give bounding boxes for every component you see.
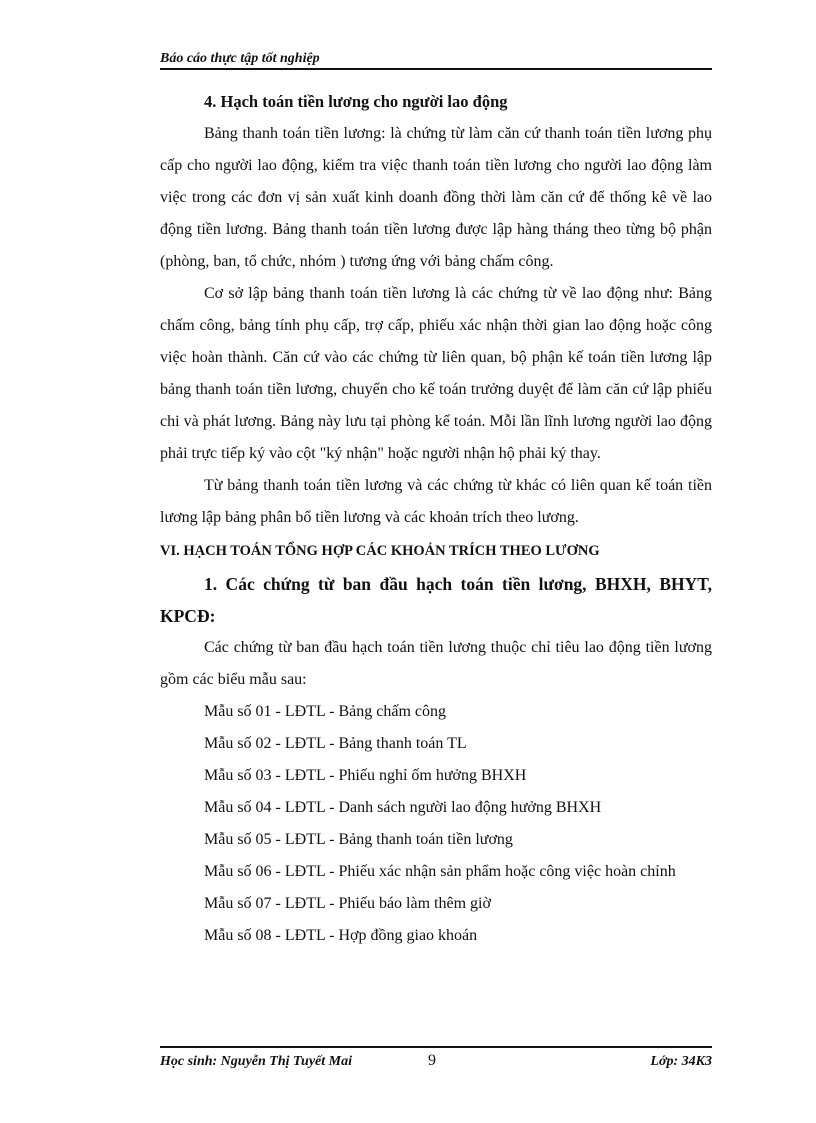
heading-initial-documents: 1. Các chứng từ ban đầu hạch toán tiền lương, BHXH, BHYT, KPCĐ: [160,574,712,626]
page-footer [160,1046,712,1074]
form-item: Mẫu số 07 - LĐTL - Phiếu báo làm thêm giờ [204,895,491,912]
page-content [160,86,712,952]
form-item: Mẫu số 05 - LĐTL - Bảng thanh toán tiền lương [204,831,513,848]
form-item: Mẫu số 01 - LĐTL - Bảng chấm công [204,703,447,720]
page-number: 9 [428,1052,436,1069]
form-item: Mẫu số 04 - LĐTL - Danh sách người lao động hưởng BHXH [204,799,602,816]
footer-student-name: Học sinh: Nguyễn Thị Tuyết Mai [160,1054,352,1069]
form-item: Mẫu số 06 - LĐTL - Phiếu xác nhận sản phẩm hoặc công việc hoàn chỉnh [204,863,676,880]
paragraph-forms-intro: Các chứng từ ban đầu hạch toán tiền lương thuộc chỉ tiêu lao động tiền lương gồm các biểu mẫu sau: [160,639,712,688]
form-item: Mẫu số 03 - LĐTL - Phiếu nghỉ ốm hưởng BHXH [204,767,527,784]
heading-section-4: 4. Hạch toán tiền lương cho người lao động [204,92,508,111]
page-header [160,46,712,70]
footer-class-name: Lớp: 34K3 [650,1054,712,1069]
paragraph-salary-sheet: Bảng thanh toán tiền lương: là chứng từ làm căn cứ thanh toán tiền lương phụ cấp cho người lao động, kiểm tra việc thanh toán tiền lương cho người lao động làm việc trong các đơn vị sản xuất kinh doanh đồng thời làm căn cứ để thống kê về lao động tiền lương. Bảng thanh toán tiền lương được lập hàng tháng theo từng bộ phận (phòng, ban, tổ chức, nhóm ) tương ứng với bảng chấm công. [160,125,712,270]
paragraph-basis: Cơ sở lập bảng thanh toán tiền lương là các chứng từ về lao động như: Bảng chấm công, bảng tính phụ cấp, trợ cấp, phiếu xác nhận thời gian lao động hoặc công việc hoàn thành. Căn cứ vào các chứng từ liên quan, bộ phận kế toán tiền lương lập bảng thanh toán tiền lương, chuyển cho kế toán trưởng duyệt để làm căn cứ lập phiếu chi và phát lương. Bảng này lưu tại phòng kế toán. Mỗi lần lĩnh lương người lao động phải trực tiếp ký vào cột "ký nhận" hoặc người nhận hộ phải ký thay. [160,285,712,462]
heading-section-vi: VI. HẠCH TOÁN TỔNG HỢP CÁC KHOẢN TRÍCH THEO LƯƠNG [160,543,600,559]
paragraph-allocation: Từ bảng thanh toán tiền lương và các chứng từ khác có liên quan kế toán tiền lương lập bảng phân bổ tiền lương và các khoản trích theo lương. [160,477,712,526]
header-title: Báo cáo thực tập tốt nghiệp [160,51,320,66]
form-item: Mẫu số 02 - LĐTL - Bảng thanh toán TL [204,735,467,752]
form-item: Mẫu số 08 - LĐTL - Hợp đồng giao khoán [204,927,478,944]
